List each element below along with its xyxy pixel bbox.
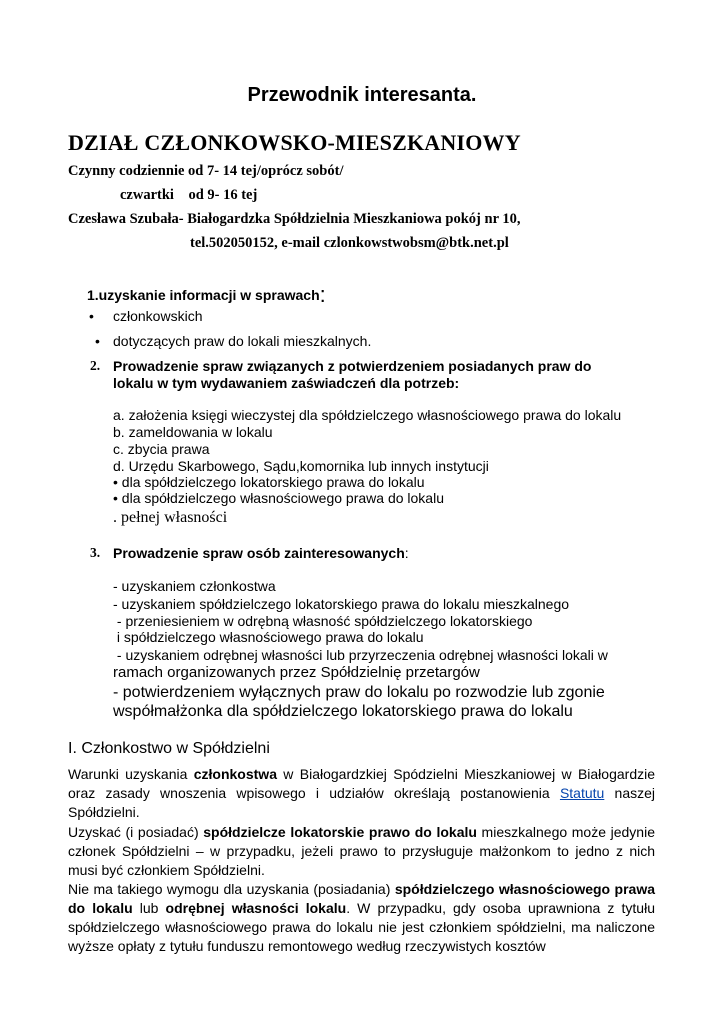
paragraph-text: naszej Spółdzielni. bbox=[68, 785, 656, 820]
paragraph-bold-text: członkostwa bbox=[193, 766, 277, 782]
section-2-number: 2. bbox=[90, 358, 101, 373]
section-1-heading-text: 1.uzyskanie informacji w sprawach bbox=[87, 287, 320, 303]
paragraph-bold-text: spółdzielcze lokatorskie prawo do lokalu bbox=[203, 824, 477, 840]
list-item: d. Urzędu Skarbowego, Sądu,komornika lub innych instytucji bbox=[113, 458, 489, 474]
contact-line-1: Czesława Szubała- Białogardzka Spółdzielnia Mieszkaniowa pokój nr 10, bbox=[68, 211, 521, 227]
section-2-heading-line-1: Prowadzenie spraw związanych z potwierdzeniem posiadanych praw do bbox=[113, 358, 592, 374]
membership-paragraph-3 bbox=[68, 880, 655, 956]
section-1-heading-colon: : bbox=[319, 282, 326, 307]
list-item: . pełnej własności bbox=[113, 509, 228, 526]
office-hours-line-2: czwartki od 9- 16 tej bbox=[120, 187, 258, 203]
department-heading: DZIAŁ CZŁONKOWSKO-MIESZKANIOWY bbox=[68, 130, 521, 155]
paragraph-text: mieszkalnego może jedynie członek Spółdzielni – w przypadku, jeżeli prawo to przysługuje małżonkom to jedno z nich musi być członkiem Spółdzielni. bbox=[68, 824, 655, 878]
list-item: - uzyskaniem spółdzielczego lokatorskiego prawa do lokalu mieszkalnego bbox=[113, 596, 570, 612]
statute-link[interactable]: Statutu bbox=[559, 785, 605, 801]
paragraph-bold-text: odrębnej własności lokalu bbox=[165, 900, 347, 916]
paragraph-text: Uzyskać (i posiadać) bbox=[68, 824, 204, 840]
membership-paragraph-2 bbox=[68, 823, 655, 880]
list-item bbox=[95, 333, 372, 349]
list-item: c. zbycia prawa bbox=[113, 441, 210, 457]
bullet-icon: • bbox=[89, 308, 94, 324]
paragraph-text: Warunki uzyskania bbox=[68, 766, 194, 782]
list-item-text: członkowskich bbox=[113, 308, 203, 324]
office-hours-line-1: Czynny codziennie od 7- 14 tej/oprócz sobót/ bbox=[68, 163, 344, 179]
list-item: a. założenia księgi wieczystej dla spółdzielczego własnościowego prawa do lokalu bbox=[113, 407, 622, 423]
paragraph-text: Nie ma takiego wymogu dla uzyskania (posiadania) bbox=[68, 881, 395, 897]
bullet-icon: • bbox=[95, 333, 100, 349]
section-2-heading-line-2: lokalu w tym wydawaniem zaświadczeń dla potrzeb: bbox=[113, 375, 460, 391]
list-item: - uzyskaniem członkostwa bbox=[113, 578, 276, 594]
list-item: - potwierdzeniem wyłącznych praw do lokalu po rozwodzie lub zgonie bbox=[113, 684, 605, 701]
paragraph-text: . W przypadku, gdy osoba uprawniona z tytułu spółdzielczego własnościowego prawa do lokalu nie jest członkiem spółdzielni, ma naliczone wyższe opłaty z tytułu funduszu remontowego według rzeczywistych kosztów bbox=[68, 900, 655, 954]
paragraph-text: lub bbox=[132, 900, 166, 916]
section-3-heading-colon: : bbox=[404, 545, 409, 561]
page-title: Przewodnik interesanta. bbox=[247, 84, 477, 106]
membership-heading: I. Członkostwo w Spółdzielni bbox=[68, 740, 270, 757]
section-3-number: 3. bbox=[90, 545, 101, 560]
list-item: współmałżonka dla spółdzielczego lokatorskiego prawa do lokalu bbox=[113, 703, 573, 720]
membership-paragraph-1 bbox=[68, 765, 655, 822]
paragraph-text: w Białogardzkiej Spódzielni Mieszkaniowej w Białogardzie oraz zasady wnoszenia wpisowego i udziałów określają postanowienia bbox=[68, 766, 655, 801]
paragraph-bold-text: spółdzielczego własnościowego prawa do lokalu bbox=[68, 881, 655, 916]
list-item: b. zameldowania w lokalu bbox=[113, 424, 273, 440]
list-item: i spółdzielczego własnościowego prawa do lokalu bbox=[113, 629, 424, 645]
section-3-heading-text: Prowadzenie spraw osób zainteresowanych bbox=[113, 545, 405, 561]
list-item: • dla spółdzielczego lokatorskiego prawa do lokalu bbox=[113, 474, 425, 490]
list-item: - uzyskaniem odrębnej własności lub przyrzeczenia odrębnej własności lokali w bbox=[113, 647, 608, 663]
section-1-heading bbox=[87, 282, 326, 307]
list-item: • dla spółdzielczego własnościowego prawa do lokalu bbox=[113, 490, 444, 506]
list-item-text: dotyczących praw do lokali mieszkalnych. bbox=[113, 333, 372, 349]
section-3-heading bbox=[113, 545, 409, 561]
list-item bbox=[89, 308, 203, 324]
list-item: - przeniesieniem w odrębną własność spółdzielczego lokatorskiego bbox=[113, 613, 533, 629]
list-item: ramach organizowanych przez Spółdzielnię przetargów bbox=[113, 664, 480, 681]
contact-line-2: tel.502050152, e-mail czlonkowstwobsm@btk.net.pl bbox=[190, 235, 509, 251]
